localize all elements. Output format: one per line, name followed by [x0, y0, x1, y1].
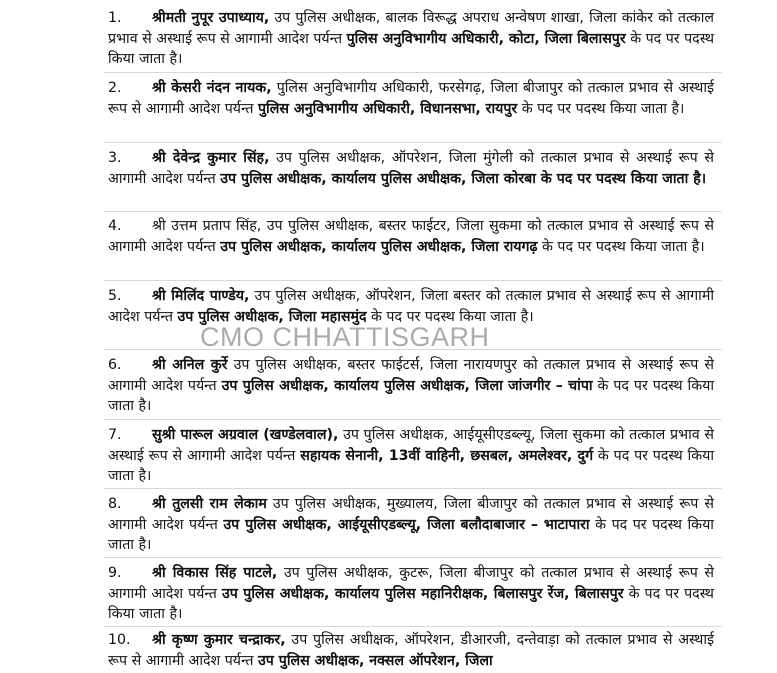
list-item	[108, 286, 714, 327]
officer-name: श्री देवेन्द्र कुमार सिंह,	[152, 150, 270, 166]
order-tail: के पद पर पदस्थ किया जाता है।	[108, 30, 715, 67]
officer-name: श्रीमती नुपूर उपाध्याय,	[152, 10, 270, 26]
list-item	[108, 494, 714, 556]
order-tail: के पद पर पदस्थ किया जाता है।	[542, 238, 705, 255]
order-tail: के पद पर पदस्थ किया जाता है।	[371, 308, 534, 325]
new-posting: सहायक सेनानी, 13वीं वाहिनी, छसबल, अमलेश्वर, दुर्ग	[300, 447, 594, 464]
current-posting: पुलिस अनुविभागीय अधिकारी, फरसेगढ़, जिला बीजापुर को तत्काल प्रभाव से अस्थाई रूप से आगामी आदेश पर्यन्त	[108, 80, 714, 117]
item-number: 9.	[108, 565, 122, 581]
current-posting: उप पुलिस अधीक्षक, ऑपरेशन, जिला मुंगेली को तत्काल प्रभाव से अस्थाई रूप से आगामी आदेश पर्यन्त	[108, 150, 714, 187]
new-posting: उप पुलिस अधीक्षक, आईयूसीएडब्ल्यू, जिला बलौदाबाजार – भाटापारा	[223, 516, 590, 533]
divider	[104, 557, 722, 558]
officer-name: श्री मिलिंद पाण्डेय,	[152, 288, 250, 304]
new-posting: उप पुलिस अधीक्षक, कार्यालय पुलिस अधीक्षक, जिला रायगढ़	[220, 238, 538, 255]
item-number: 5.	[108, 288, 122, 304]
item-number: 2.	[108, 80, 122, 96]
item-number: 3.	[108, 150, 122, 166]
new-posting: उप पुलिस अधीक्षक, जिला महासमुंद	[177, 308, 367, 325]
new-posting: पुलिस अनुविभागीय अधिकारी, विधानसभा, रायपुर	[257, 100, 518, 117]
list-item	[108, 78, 714, 119]
divider	[104, 626, 722, 627]
list-item	[108, 355, 714, 417]
officer-name: सुश्री पारूल अग्रवाल (खण्डेलवाल),	[152, 427, 339, 443]
new-posting: पुलिस अनुविभागीय अधिकारी, कोटा, जिला बिलासपुर	[346, 30, 626, 47]
divider	[104, 349, 722, 350]
item-number: 1.	[108, 10, 122, 26]
divider	[104, 419, 722, 420]
item-number: 8.	[108, 496, 122, 512]
order-tail: के पद पर पदस्थ किया जाता है।	[108, 377, 715, 414]
divider	[104, 211, 722, 212]
list-item	[108, 148, 714, 189]
officer-name: श्री कृष्ण कुमार चन्द्राकर,	[152, 632, 286, 648]
item-number: 7.	[108, 427, 122, 443]
officer-name: श्री उत्तम प्रताप सिंह,	[152, 218, 262, 234]
item-number: 4.	[108, 218, 122, 234]
current-posting: उप पुलिस अधीक्षक, बस्तर फाईटर्स, जिला नारायणपुर को तत्काल प्रभाव से अस्थाई रूप से आगामी आदेश पर्यन्त	[108, 357, 714, 394]
officer-name: श्री तुलसी राम लेकाम	[152, 496, 267, 512]
item-number: 10.	[108, 632, 131, 648]
divider	[104, 280, 722, 281]
order-tail: के पद पर पदस्थ किया जाता है।	[108, 585, 714, 622]
divider	[104, 488, 722, 489]
list-item	[108, 563, 714, 625]
officer-name: श्री विकास सिंह पाटले,	[152, 565, 278, 581]
current-posting: उप पुलिस अधीक्षक, ऑपरेशन, डीआरजी, दन्तेवाड़ा को तत्काल प्रभाव से अस्थाई रूप से आगामी आदेश पर्यन्त	[108, 632, 714, 669]
current-posting: उप पुलिस अधीक्षक, आईयूसीएडब्ल्यू, जिला सुकमा को तत्काल प्रभाव से अस्थाई रूप से आगामी आदेश पर्यन्त	[108, 427, 714, 464]
list-item	[108, 8, 714, 70]
current-posting: उप पुलिस अधीक्षक, ऑपरेशन, जिला बस्तर को तत्काल प्रभाव से अस्थाई रूप से आगामी आदेश पर्यन्त	[108, 288, 715, 325]
order-tail: के पद पर पदस्थ किया जाता है।	[108, 516, 714, 553]
divider	[104, 72, 722, 73]
order-tail: के पद पर पदस्थ किया जाता है।	[108, 447, 714, 484]
order-tail: के पद पर पदस्थ किया जाता है।	[521, 100, 685, 117]
new-posting: उप पुलिस अधीक्षक, नक्सल ऑपरेशन, जिला	[257, 652, 493, 669]
officer-name: श्री केसरी नंदन नायक,	[152, 80, 272, 96]
divider	[104, 142, 722, 143]
list-item	[108, 425, 714, 487]
new-posting: उप पुलिस अधीक्षक, कार्यालय पुलिस महानिरीक्षक, बिलासपुर रेंज, बिलासपुर	[221, 585, 624, 602]
item-number: 6.	[108, 357, 122, 373]
new-posting: उप पुलिस अधीक्षक, कार्यालय पुलिस अधीक्षक, जिला जांजगीर – चांपा	[221, 377, 593, 394]
current-posting: उप पुलिस अधीक्षक, बालक विरूद्ध अपराध अन्वेषण शाखा, जिला कांकेर को तत्काल प्रभाव से अस्थाई रूप से आगामी आदेश पर्यन्त	[108, 10, 714, 47]
current-posting: उप पुलिस अधीक्षक, बस्तर फाईटर, जिला सुकमा को तत्काल प्रभाव से अस्थाई रूप से आगामी आदेश पर्यन्त	[108, 218, 715, 255]
new-posting: उप पुलिस अधीक्षक, कार्यालय पुलिस अधीक्षक, जिला कोरबा के पद पर पदस्थ किया जाता है।	[220, 170, 707, 187]
watermark: CMO CHHATTISGARH	[200, 322, 490, 352]
list-item	[108, 216, 714, 257]
officer-name: श्री अनिल कुर्रे	[152, 357, 228, 373]
current-posting: उप पुलिस अधीक्षक, मुख्यालय, जिला बीजापुर को तत्काल प्रभाव से अस्थाई रूप से आगामी आदेश पर्यन्त	[108, 496, 715, 533]
list-item	[108, 630, 714, 671]
current-posting: उप पुलिस अधीक्षक, कुटरू, जिला बीजापुर को तत्काल प्रभाव से अस्थाई रूप से आगामी आदेश पर्यन्त	[108, 565, 714, 602]
